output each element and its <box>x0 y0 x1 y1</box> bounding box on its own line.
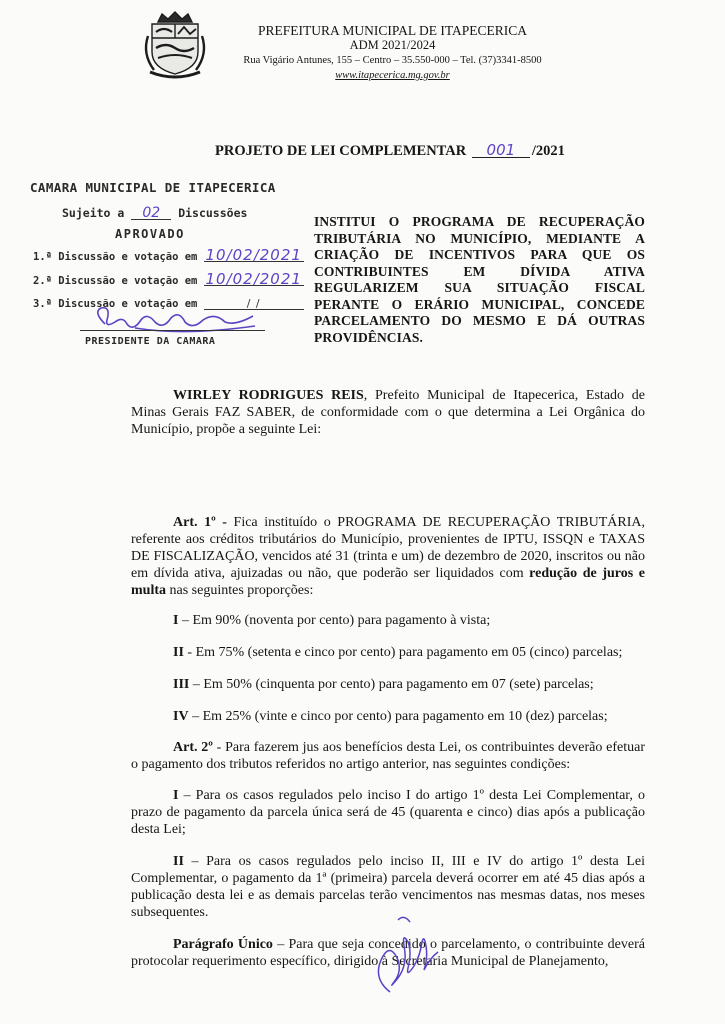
discussion-2-ordinal: 2.ª <box>33 275 52 287</box>
stamp-chamber-name: CAMARA MUNICIPAL DE ITAPECERICA <box>30 180 276 195</box>
article-2-item-2-text: – Para os casos regulados pelo inciso II, III e IV do artigo 1º desta Lei Complementar, o pagamento da 1ª (primeira) parcela deverá ocorrer em até 45 dias após a publicação desta lei e as demais parcelas terão vencimentos nas mesmas datas, nos meses subsequentes. <box>131 854 645 920</box>
article-1-item-3 <box>131 676 645 693</box>
article-1-item-4 <box>131 708 645 725</box>
article-2 <box>131 739 645 773</box>
article-1 <box>131 514 645 599</box>
article-2-item-1 <box>131 787 645 838</box>
mayor-name: WIRLEY RODRIGUES REIS <box>173 388 364 403</box>
discussion-2-date: 10/02/2021 <box>205 270 302 288</box>
discussion-3-date: / / <box>204 298 304 310</box>
article-2-item-2 <box>131 853 645 921</box>
title-suffix: /2021 <box>531 143 565 159</box>
item-3-text: – Em 50% (cinquenta por cento) para pagamento em 07 (sete) parcelas; <box>189 677 594 692</box>
article-1-item-2 <box>131 644 645 661</box>
letterhead <box>215 23 570 83</box>
bill-body <box>131 387 645 970</box>
article-1-label: Art. 1º - <box>173 515 227 530</box>
preamble-text: , Prefeito Municipal de Itapecerica, Estado de Minas Gerais FAZ SABER, de conformidade com o que determina a Lei Orgânica do Município, propõe a seguinte Lei: <box>131 388 645 437</box>
discussion-3-ordinal: 3.ª <box>33 298 52 310</box>
title-number: 001 <box>472 143 530 158</box>
bill-summary: INSTITUI O PROGRAMA DE RECUPERAÇÃO TRIBUTÁRIA NO MUNICÍPIO, MEDIANTE A CRIAÇÃO DE INCENTIVOS PARA QUE OS CONTRIBUINTES EM DÍVIDA ATIVA REGULARIZEM SUA SITUAÇÃO FISCAL PERANTE O ERÁRIO MUNICIPAL, CONCEDE PARCELAMENTO DO MESMO E DÁ OUTRAS PROVIDÊNCIAS. <box>314 214 645 345</box>
letterhead-website: www.itapecerica.mg.gov.br <box>335 70 450 81</box>
title-prefix: PROJETO DE LEI COMPLEMENTAR <box>215 143 467 159</box>
article-2-label: Art. 2º <box>173 740 213 755</box>
sole-paragraph-text: – Para que seja concedido o parcelamento, o contribuinte deverá protocolar requerimento específico, dirigido à Secretaria Municipal de Planejamento, <box>131 937 645 969</box>
letterhead-address: Rua Vigário Antunes, 155 – Centro – 35.550-000 – Tel. (37)3341-8500 <box>243 55 542 66</box>
letterhead-administration: ADM 2021/2024 <box>349 38 436 52</box>
document-title <box>215 143 565 160</box>
stamp-discussion-1 <box>33 246 304 264</box>
preamble-paragraph <box>131 387 645 438</box>
item-4-label: IV <box>173 709 189 724</box>
item-2-text: - Em 75% (setenta e cinco por cento) para pagamento em 05 (cinco) parcelas; <box>183 645 623 660</box>
item-2-label: II <box>173 645 184 660</box>
article-1-bold: redução de juros e multa <box>131 566 645 598</box>
article-1-text: Fica instituído o PROGRAMA DE RECUPERAÇÃO TRIBUTÁRIA, referente aos créditos tributários do Município, provenientes de IPTU, ISSQN e TAXAS DE FISCALIZAÇÃO, vencidos até 31 (trinta e um) de dezembro de 2020, inscritos ou não em dívida ativa, ajuizadas ou não, que poderão ser liquidados com <box>131 515 645 581</box>
article-1-item-1 <box>131 612 645 629</box>
stamp-subject-count: 02 <box>131 208 171 220</box>
article-2-item-1-label: I <box>173 788 179 803</box>
discussion-1-label: Discussão e votação em <box>58 251 198 263</box>
stamp-subject-post: Discussões <box>178 206 248 220</box>
stamp-president-label: PRESIDENTE DA CAMARA <box>85 336 216 347</box>
article-2-item-1-text: – Para os casos regulados pelo inciso I do artigo 1º desta Lei Complementar, o prazo de pagamento da parcela única será de 45 (quarenta e cinco) dias após a publicação desta Lei; <box>131 788 645 837</box>
sole-paragraph-label: Parágrafo Único <box>173 937 273 952</box>
item-1-label: I <box>173 613 179 628</box>
item-4-text: – Em 25% (vinte e cinco por cento) para pagamento em 10 (dez) parcelas; <box>188 709 608 724</box>
municipal-coat-of-arms <box>140 8 210 82</box>
item-3-label: III <box>173 677 190 692</box>
discussion-2-label: Discussão e votação em <box>58 275 198 287</box>
stamp-subject-line <box>62 206 247 220</box>
stamp-subject-pre: Sujeito a <box>62 206 125 220</box>
item-1-text: – Em 90% (noventa por cento) para pagamento à vista; <box>178 613 491 628</box>
article-2-item-2-label: II <box>173 854 184 869</box>
discussion-1-ordinal: 1.ª <box>33 251 52 263</box>
page-initials-signature <box>368 912 448 998</box>
article-2-text: - Para fazerem jus aos benefícios desta Lei, os contribuintes deverão efetuar o pagamento dos tributos referidos no artigo anterior, nas seguintes condições: <box>131 740 646 772</box>
stamp-approved: APROVADO <box>115 227 185 241</box>
letterhead-institution: PREFEITURA MUNICIPAL DE ITAPECERICA <box>257 23 528 38</box>
discussion-3-label: Discussão e votação em <box>58 298 198 310</box>
article-1-end: nas seguintes proporções: <box>166 583 314 598</box>
president-signature-line <box>80 330 265 331</box>
discussion-1-date: 10/02/2021 <box>205 246 302 264</box>
stamp-discussion-2 <box>33 270 304 288</box>
